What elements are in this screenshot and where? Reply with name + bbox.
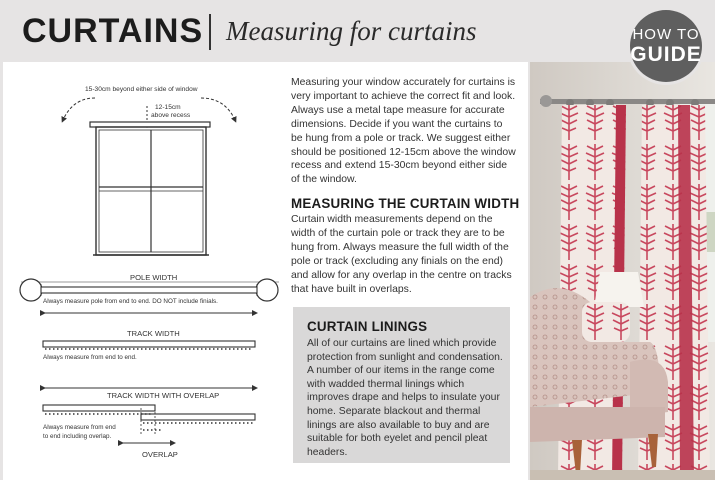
track-width-note: Always measure from end to end. bbox=[43, 354, 137, 361]
header bbox=[0, 0, 715, 62]
beyond-arc-left bbox=[63, 98, 95, 120]
pole-width-note: Always measure pole from end to end. DO NOT include finials. bbox=[43, 298, 218, 305]
pole-width-title: POLE WIDTH bbox=[130, 273, 178, 282]
window-track bbox=[90, 122, 210, 127]
overlap-note-2: to end including overlap. bbox=[43, 433, 112, 440]
pole-bar bbox=[41, 287, 257, 293]
page-subtitle: Measuring for curtains bbox=[226, 16, 477, 46]
curtain-room-photo bbox=[530, 62, 715, 480]
linings-paragraph: All of our curtains are lined which provide protection from sunlight and condensation. A number of our items in the range come with wadded thermal linings which improves drape and helps to insulate your home. Separate blackout and thermal linings are also available to buy and are suitable for both eyelet and pencil pleat headers. bbox=[307, 338, 503, 458]
badge-line-2: GUIDE bbox=[630, 43, 702, 66]
track-bar bbox=[43, 341, 255, 347]
overlap-label: OVERLAP bbox=[142, 450, 178, 459]
intro-paragraph: Measuring your window accurately for curtains is very important to achieve the correct fit and look. Always use a metal tape measure for accurate dimensions. Decide if you want the curtains to be hung from a pole or track. We suggest either should be positioned 12-15cm above the window recess and extend 15-30cm beyond either side of the window. bbox=[291, 77, 516, 186]
badge-line-1: HOW TO bbox=[632, 26, 700, 43]
pole-finial-left bbox=[20, 279, 42, 301]
content-panel bbox=[3, 62, 528, 480]
overlap-track-left bbox=[43, 405, 155, 411]
track-width-title: TRACK WIDTH bbox=[127, 329, 180, 338]
width-paragraph: Curtain width measurements depend on the width of the curtain pole or track they are to be hung from. Always measure the full width of the pole or track (excluding any finials on the end) and allow for any overlap in the centre on tracks that have built in overlaps. bbox=[291, 214, 512, 295]
beyond-window-label: 15-30cm beyond either side of window bbox=[85, 86, 198, 93]
page-title: CURTAINS bbox=[22, 12, 204, 50]
how-to-guide-badge bbox=[630, 10, 702, 82]
overlap-width-title: TRACK WIDTH WITH OVERLAP bbox=[107, 391, 220, 400]
beyond-arc-right bbox=[201, 98, 235, 120]
overlap-track-right bbox=[141, 414, 255, 420]
linings-box bbox=[293, 307, 510, 463]
overlap-note-1: Always measure from end bbox=[43, 424, 116, 431]
measuring-diagram bbox=[3, 62, 283, 480]
title-divider bbox=[209, 14, 211, 50]
linings-heading: CURTAIN LININGS bbox=[307, 319, 428, 334]
width-heading: MEASURING THE CURTAIN WIDTH bbox=[291, 196, 520, 211]
pole-finial-right bbox=[256, 279, 278, 301]
above-recess-label-1: 12-15cm bbox=[155, 104, 181, 111]
above-recess-label-2: above recess bbox=[151, 112, 191, 119]
